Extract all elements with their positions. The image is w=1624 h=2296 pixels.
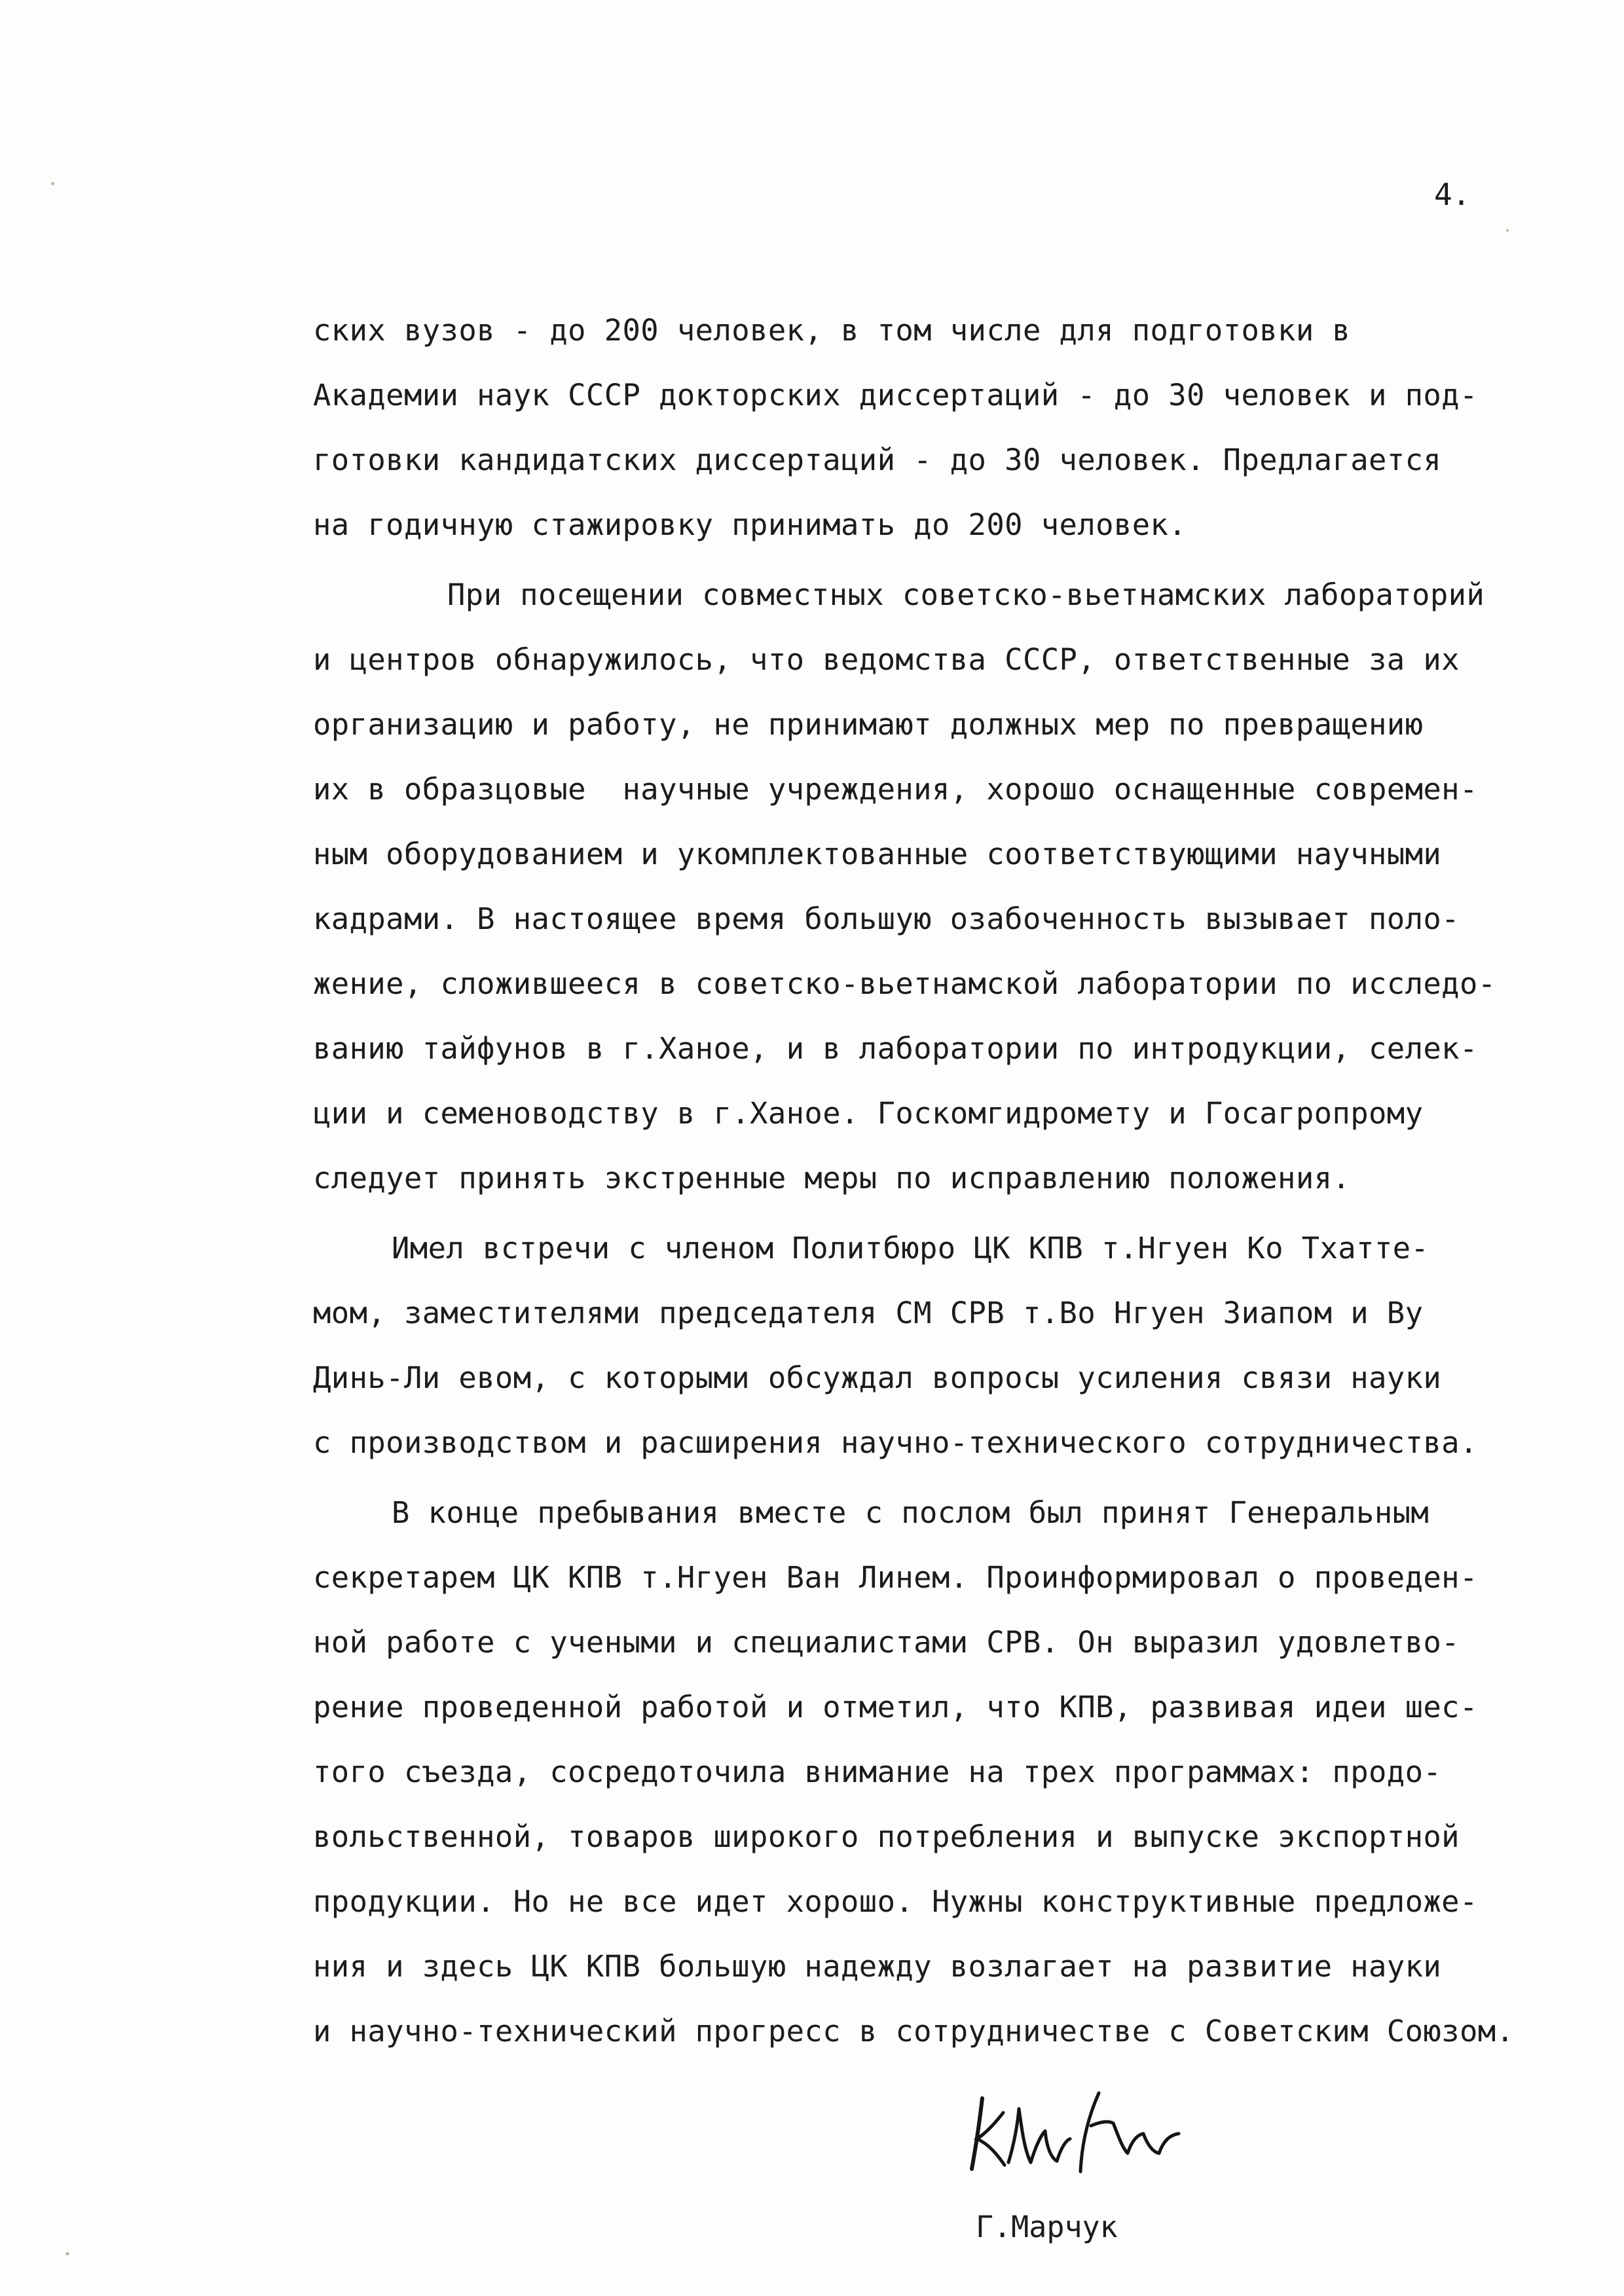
text-line: жение, сложившееся в советско-вьетнамской лаборатории по исследо- xyxy=(313,966,1496,1001)
text-line: Имел встречи с членом Политбюро ЦК КПВ т.Нгуен Ко Тхатте- xyxy=(392,1231,1430,1266)
scan-speck xyxy=(65,2252,69,2255)
text-line: ной работе с учеными и специалистами СРВ. Он выразил удовлетво- xyxy=(313,1625,1460,1660)
scan-speck xyxy=(51,182,54,185)
scan-speck xyxy=(1506,229,1509,232)
text-line: и центров обнаружилось, что ведомства СССР, ответственные за их xyxy=(313,642,1460,677)
text-line: ния и здесь ЦК КПВ большую надежду возлагает на развитие науки xyxy=(313,1949,1442,1984)
text-line: ванию тайфунов в г.Ханое, и в лаборатории по интродукции, селек- xyxy=(313,1031,1478,1066)
text-line: продукции. Но не все идет хорошо. Нужны конструктивные предложе- xyxy=(313,1884,1478,1919)
paragraph xyxy=(313,1216,1596,1475)
paragraph xyxy=(313,298,1596,557)
text-line: с производством и расширения научно-технического сотрудничества. xyxy=(313,1425,1478,1460)
text-line: Академии наук СССР докторских диссертаций - до 30 человек и под- xyxy=(313,378,1478,412)
text-line: мом, заместителями председателя СМ СРВ т.Во Нгуен Зиапом и Ву xyxy=(313,1296,1424,1330)
text-line: их в образцовые научные учреждения, хорошо оснащенные современ- xyxy=(313,772,1478,807)
text-line: следует принять экстренные меры по исправлению положения. xyxy=(313,1161,1351,1195)
text-line: ным оборудованием и укомплектованные соответствующими научными xyxy=(313,837,1442,871)
text-line: и научно-технический прогресс в сотрудничестве с Советским Союзом. xyxy=(313,2014,1515,2049)
text-line: организацию и работу, не принимают должных мер по превращению xyxy=(313,707,1424,742)
letter-body xyxy=(313,298,1596,2064)
handwritten-signature xyxy=(963,2085,1198,2183)
text-line: кадрами. В настоящее время большую озабоченность вызывает поло- xyxy=(313,902,1460,936)
text-line: секретарем ЦК КПВ т.Нгуен Ван Линем. Проинформировал о проведен- xyxy=(313,1560,1478,1595)
signer-name: Г.Марчук xyxy=(976,2210,1118,2244)
text-line: вольственной, товаров широкого потребления и выпуске экспортной xyxy=(313,1819,1460,1854)
text-line: При посещении совместных советско-вьетнамских лабораторий xyxy=(447,577,1485,612)
text-line: ции и семеноводству в г.Ханое. Госкомгидромету и Госагропрому xyxy=(313,1096,1424,1131)
text-line: готовки кандидатских диссертаций - до 30 человек. Предлагается xyxy=(313,443,1442,477)
text-line: В конце пребывания вместе с послом был принят Генеральным xyxy=(392,1495,1430,1530)
text-line: ских вузов - до 200 человек, в том числе для подготовки в xyxy=(313,313,1351,348)
text-line: на годичную стажировку принимать до 200 человек. xyxy=(313,507,1187,542)
text-line: рение проведенной работой и отметил, что КПВ, развивая идеи шес- xyxy=(313,1690,1478,1724)
text-line: Динь-Ли евом, с которыми обсуждал вопросы усиления связи науки xyxy=(313,1360,1442,1395)
paragraph xyxy=(313,562,1596,1211)
page-number: 4. xyxy=(1434,177,1471,212)
text-line: того съезда, сосредоточила внимание на трех программах: продо- xyxy=(313,1755,1442,1789)
paragraph xyxy=(313,1480,1596,2064)
